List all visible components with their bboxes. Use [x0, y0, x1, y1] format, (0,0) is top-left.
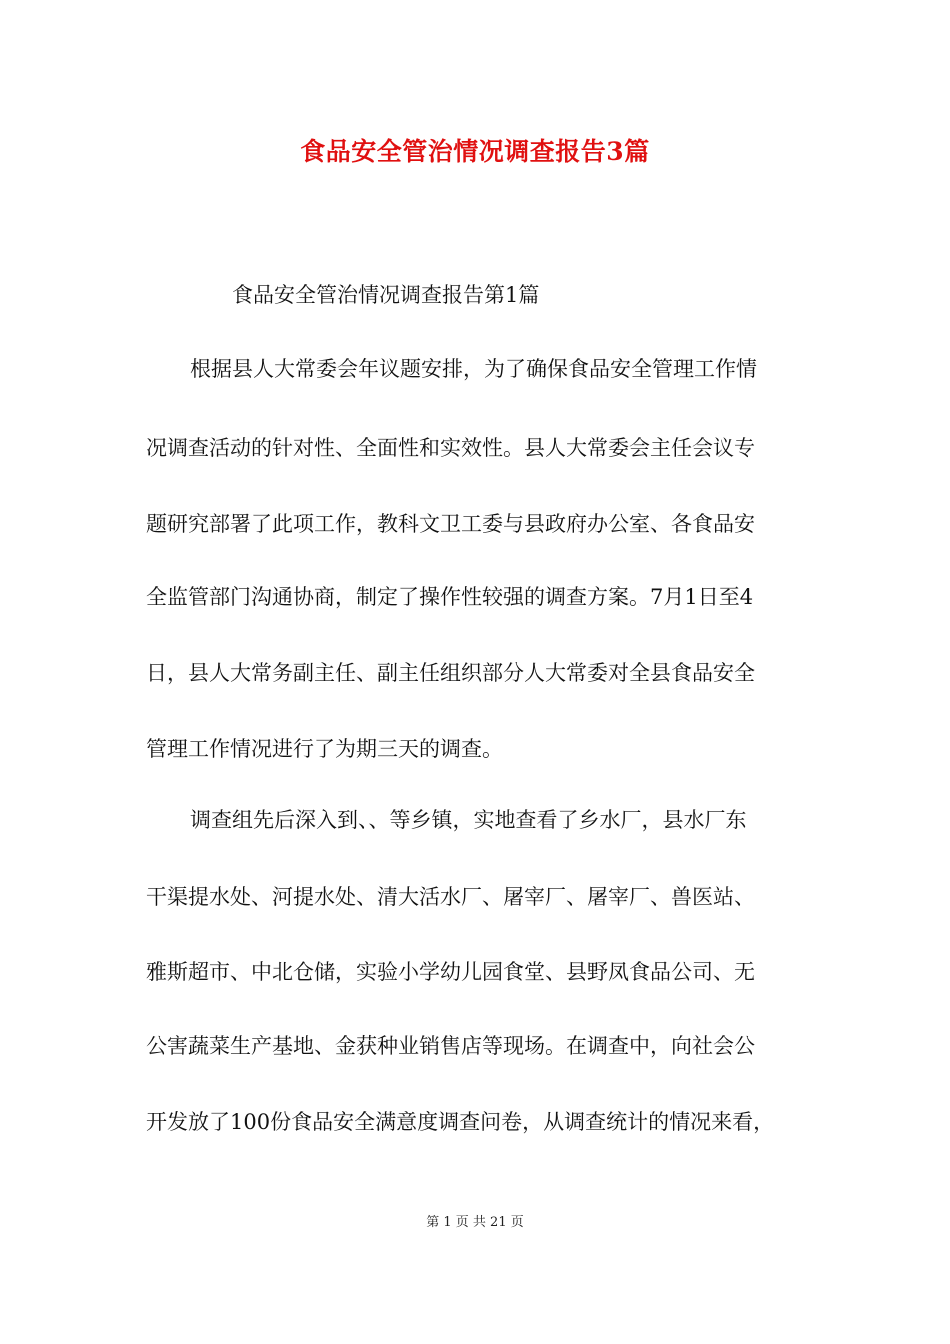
paragraph-line: 全监管部门沟通协商，制定了操作性较强的调查方案。7月1日至4: [146, 585, 754, 609]
paragraph-line: 调查组先后深入到、、等乡镇，实地查看了乡水厂，县水厂东: [190, 808, 747, 832]
paragraph-line: 根据县人大常委会年议题安排，为了确保食品安全管理工作情: [190, 357, 757, 381]
paragraph-line: 管理工作情况进行了为期三天的调查。: [146, 737, 503, 761]
paragraph-line: 题研究部署了此项工作，教科文卫工委与县政府办公室、各食品安: [146, 512, 755, 536]
paragraph-line: 干渠提水处、河提水处、清大活水厂、屠宰厂、屠宰厂、兽医站、: [146, 885, 755, 909]
paragraph-line: 雅斯超市、中北仓储，实验小学幼儿园食堂、县野凤食品公司、无: [146, 960, 755, 984]
document-title: 食品安全管治情况调查报告3篇: [300, 137, 650, 166]
paragraph-line: 公害蔬菜生产基地、金获种业销售店等现场。在调查中，向社会公: [146, 1034, 755, 1058]
paragraph-line: 况调查活动的针对性、全面性和实效性。县人大常委会主任会议专: [146, 436, 755, 460]
section-heading: 食品安全管治情况调查报告第1篇: [232, 283, 540, 307]
page-number-footer: 第 1 页 共 21 页: [426, 1215, 524, 1230]
paragraph-line: 日，县人大常务副主任、副主任组织部分人大常委对全县食品安全: [146, 661, 755, 685]
paragraph-line: 开发放了100份食品安全满意度调查问卷，从调查统计的情况来看，: [146, 1110, 775, 1134]
